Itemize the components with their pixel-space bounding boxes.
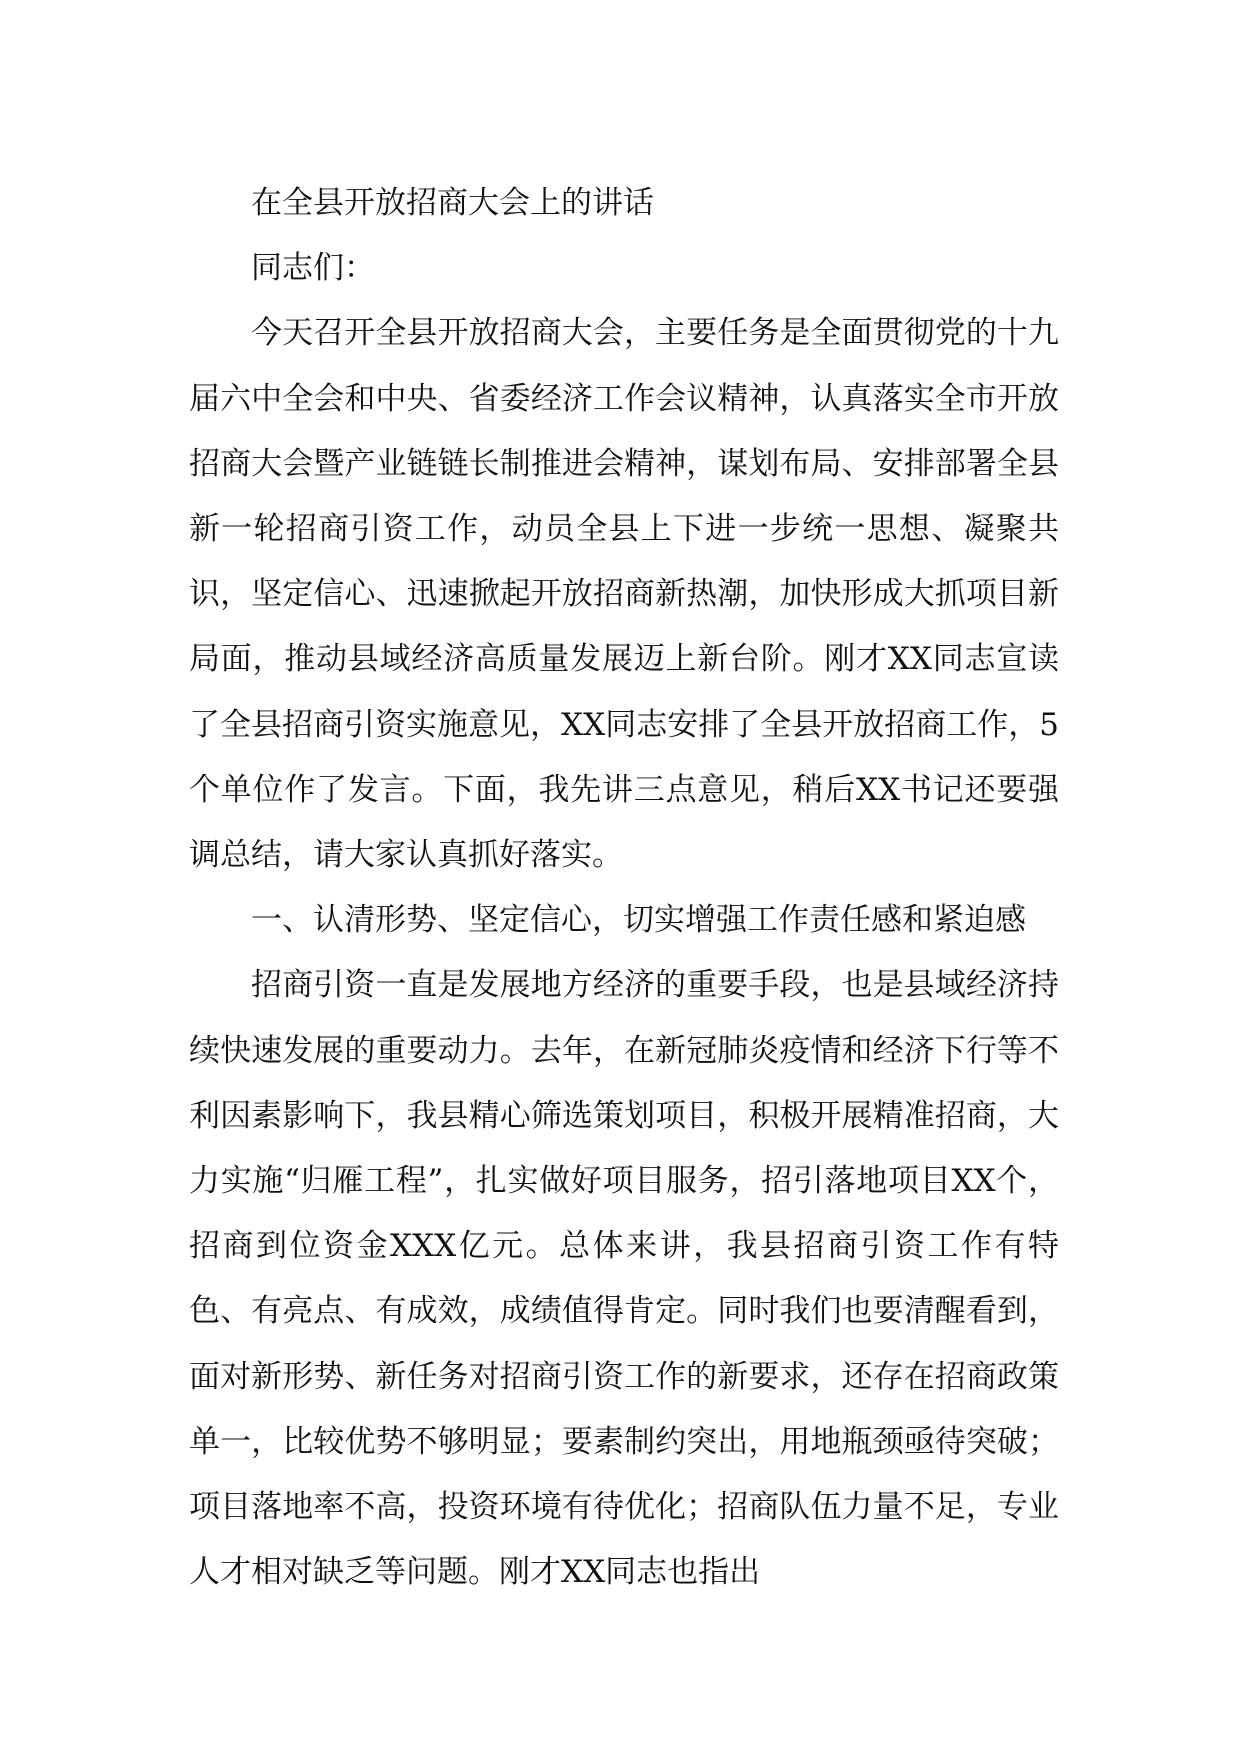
section-heading: 一、认清形势、坚定信心，切实增强工作责任感和紧迫感 bbox=[251, 902, 1026, 939]
document-page bbox=[189, 171, 1059, 1605]
document-title: 在全县开放招商大会上的讲话 bbox=[251, 185, 654, 221]
body-paragraph: 招商引资一直是发展地方经济的重要手段，也是县域经济持续快速发展的重要动力。去年，在新冠肺炎疫情和经济下行等不利因素影响下，我县精心筛选策划项目，积极开展精准招商，大力实施“归雁工程”，扎实做好项目服务，招引落地项目XX个，招商到位资金XXX亿元。总体来讲，我县招商引资工作有特色、有亮点、有成效，成绩值得肯定。同时我们也要清醒看到，面对新形势、新任务对招商引资工作的新要求，还存在招商政策单一，比较优势不够明显；要素制约突出，用地瓶颈亟待突破；项目落地率不高，投资环境有待优化；招商队伍力量不足，专业人才相对缺乏等问题。刚才XX同志也指出 bbox=[189, 967, 1059, 1591]
body-paragraph: 今天召开全县开放招商大会，主要任务是全面贯彻党的十九届六中全会和中央、省委经济工作会议精神，认真落实全市开放招商大会暨产业链链长制推进会精神，谋划布局、安排部署全县新一轮招商引资工作，动员全县上下进一步统一思想、凝聚共识，坚定信心、迅速掀起开放招商新热潮，加快形成大抓项目新局面，推动县域经济高质量发展迈上新台阶。刚才XX同志宣读了全县招商引资实施意见，XX同志安排了全县开放招商工作，5个单位作了发言。下面，我先讲三点意见，稍后XX书记还要强调总结，请大家认真抓好落实。 bbox=[189, 315, 1059, 874]
salutation: 同志们： bbox=[251, 250, 375, 287]
